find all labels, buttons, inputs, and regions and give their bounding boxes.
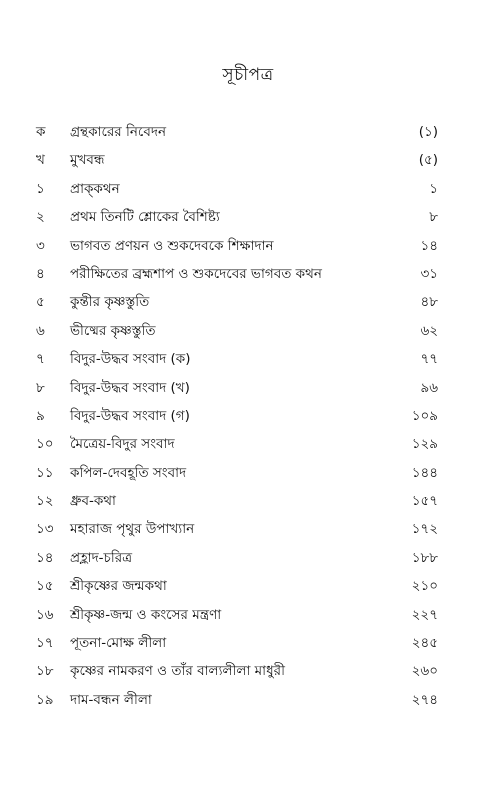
toc-row [0, 203, 496, 231]
toc-row [0, 515, 496, 543]
toc-row [0, 146, 496, 174]
toc-page-number: ১২৯ [411, 436, 438, 453]
toc-number: ১০ [36, 436, 54, 453]
toc-page-number: ৯৬ [420, 379, 438, 396]
toc-row [0, 288, 496, 316]
toc-title: বিদুর-উদ্ধব সংবাদ (ক) [70, 351, 191, 368]
toc-number: ক [36, 124, 46, 140]
toc-page-number: ৬২ [420, 322, 438, 339]
toc-number: ১৪ [36, 549, 54, 566]
toc-row [0, 544, 496, 572]
toc-number: ৯ [36, 407, 45, 424]
toc-row [0, 686, 496, 714]
toc-page-number: (৫) [418, 152, 438, 169]
toc-row [0, 430, 496, 458]
toc-title: মহারাজ পৃথুর উপাখ্যান [70, 521, 195, 538]
toc-title: ভীষ্মের কৃষ্ণস্তুতি [70, 322, 156, 339]
toc-page-number: ১৪ [420, 237, 438, 254]
toc-title: কুন্তীর কৃষ্ণস্তুতি [70, 294, 150, 311]
toc-row [0, 118, 496, 146]
toc-title: শ্রীকৃষ্ণ-জন্ম ও কংসের মন্ত্রণা [70, 606, 222, 623]
toc-page-number: ১০৯ [411, 407, 438, 424]
toc-page-number: ৪৮ [420, 294, 438, 311]
toc-number: ১৫ [36, 578, 54, 595]
toc-row [0, 260, 496, 288]
toc-page-number: ২১০ [411, 578, 438, 595]
toc-title: বিদুর-উদ্ধব সংবাদ (খ) [70, 379, 190, 396]
toc-number: ১ [36, 180, 45, 197]
toc-number: ৮ [36, 379, 45, 396]
toc-number: ৭ [36, 351, 45, 368]
toc-number: ১৯ [36, 691, 54, 708]
toc-page-number: ২২৭ [411, 606, 438, 623]
toc-page-number: ৩১ [420, 265, 438, 282]
toc-number: ১৭ [36, 635, 54, 652]
toc-row [0, 374, 496, 402]
toc-number: ২ [36, 209, 45, 226]
toc-title: প্রথম তিনটি শ্লোকের বৈশিষ্ট্য [70, 209, 220, 226]
toc-number: ১৩ [36, 521, 54, 538]
toc-page-number: ২৬০ [411, 663, 438, 680]
toc-row [0, 572, 496, 600]
toc-row [0, 459, 496, 487]
toc-title: মুখবন্ধ [70, 152, 105, 169]
toc-number: খ [36, 152, 45, 169]
toc-title: ভাগবত প্রণয়ন ও শুকদেবকে শিক্ষাদান [70, 237, 274, 254]
toc-number: ১২ [36, 493, 54, 510]
toc-title: দাম-বন্ধন লীলা [70, 691, 152, 708]
toc-page-number: ১৪৪ [411, 464, 438, 481]
toc-title: প্রাক্‌কথন [70, 180, 120, 197]
toc-number: ১১ [36, 464, 54, 481]
toc-row [0, 345, 496, 373]
toc-row [0, 402, 496, 430]
toc-number: ৬ [36, 322, 45, 339]
toc-number: ১৬ [36, 606, 54, 623]
toc-title: বিদুর-উদ্ধব সংবাদ (গ) [70, 407, 190, 424]
toc-title: পূতনা-মোক্ষ লীলা [70, 635, 167, 652]
toc-page-number: ৮ [429, 209, 438, 226]
toc-row [0, 317, 496, 345]
toc-row [0, 601, 496, 629]
toc-page-number: ১৭২ [411, 521, 438, 538]
toc-number: ১৮ [36, 663, 54, 680]
toc-title: কৃষ্ণের নামকরণ ও তাঁর বাল্যলীলা মাধুরী [70, 663, 285, 680]
toc-row [0, 629, 496, 657]
toc-title: পরীক্ষিতের ব্রহ্মশাপ ও শুকদেবের ভাগবত কথন [70, 265, 322, 282]
toc-title: প্রহ্লাদ-চরিত্র [70, 549, 133, 566]
toc-page-number: ২৭৪ [411, 691, 438, 708]
page-title: সূচীপত্র [222, 65, 274, 85]
toc-page-number: ১৮৮ [411, 549, 438, 566]
toc-title: শ্রীকৃষ্ণের জন্মকথা [70, 578, 167, 595]
toc-row [0, 175, 496, 203]
toc-page-number: ৭৭ [420, 351, 438, 368]
toc-title: ধ্রুব-কথা [70, 493, 116, 510]
toc-number: ৫ [36, 294, 45, 311]
toc-title: মৈত্রেয়-বিদুর সংবাদ [70, 436, 175, 453]
toc-page-number: ২৪৫ [411, 635, 438, 652]
toc-row [0, 487, 496, 515]
toc-page-number: ১ [429, 180, 438, 197]
toc-number: ৪ [36, 265, 45, 282]
toc-number: ৩ [36, 237, 45, 254]
toc-row [0, 232, 496, 260]
table-of-contents [0, 118, 496, 714]
toc-title: গ্রন্থকারের নিবেদন [70, 124, 167, 140]
toc-row [0, 657, 496, 685]
toc-page-number: ১৫৭ [411, 493, 438, 510]
toc-page-number: (১) [418, 124, 438, 140]
toc-title: কপিল-দেবহূতি সংবাদ [70, 464, 187, 481]
